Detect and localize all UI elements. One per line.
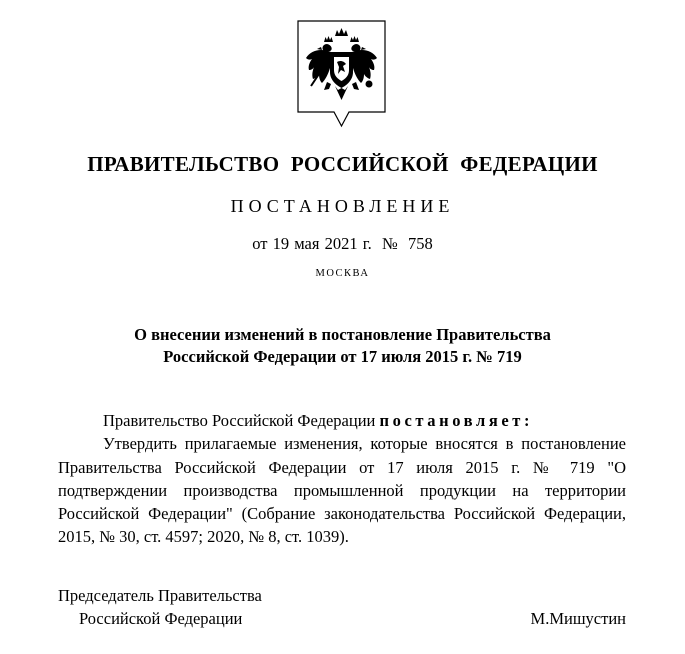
position-line-2: Российской Федерации (79, 609, 243, 628)
signatory-position (58, 584, 262, 630)
date-and-number: от 19 мая 2021 г. № 758 (252, 234, 433, 253)
signatory-name: М.Мишустин (530, 609, 626, 628)
subject-line-1: О внесении изменений в постановление Правительства (134, 325, 551, 344)
government-title: ПРАВИТЕЛЬСТВО РОССИЙСКОЙ ФЕДЕРАЦИИ (87, 152, 598, 176)
subject-line-2: Российской Федерации от 17 июля 2015 г. № 719 (163, 347, 522, 366)
decree-prefix: Правительство Российской Федерации (103, 411, 376, 430)
document-subject (0, 324, 685, 368)
position-line-1: Председатель Правительства (58, 586, 262, 605)
document-body (58, 409, 626, 549)
coat-of-arms-emblem (297, 20, 386, 128)
paragraph-decree (58, 409, 626, 432)
decree-keyword: постановляет: (379, 411, 534, 430)
document-type: ПОСТАНОВЛЕНИЕ (230, 196, 455, 216)
paragraph-content: Утвердить прилагаемые изменения, которые вносятся в постановление Правительства Российской Федерации от 17 июля 2015 г. № 719 "О подтверждении производства промышленной продукции на территории Российской Федерации" (Собрание законодательства Российской Федерации, 2015, № 30, ст. 4597; 2020, № 8, ст. 1039). (58, 434, 626, 547)
city-name: МОСКВА (315, 268, 370, 279)
